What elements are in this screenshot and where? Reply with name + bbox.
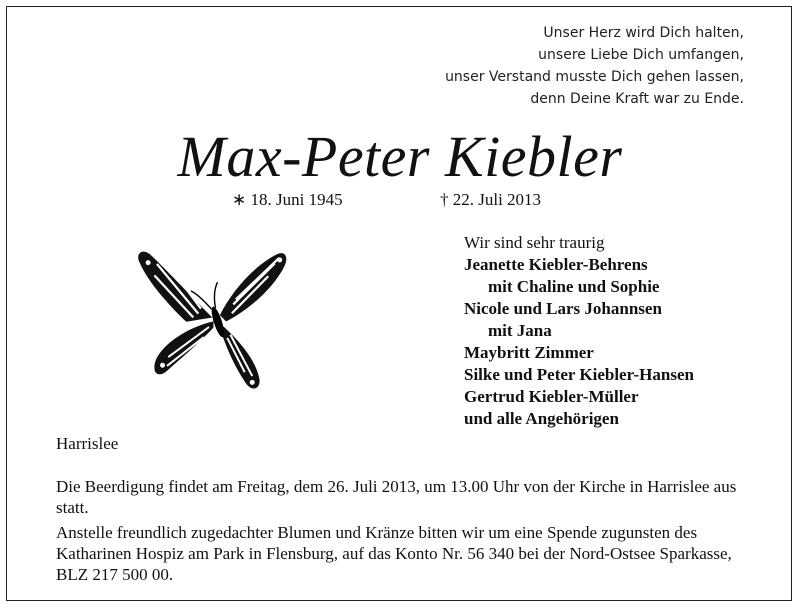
mourner-line: Jeanette Kiebler-Behrens — [464, 255, 648, 274]
deceased-name: Max-Peter Kiebler — [177, 124, 623, 189]
funeral-info: Die Beerdigung findet am Freitag, dem 26. Juli 2013, um 13.00 Uhr von der Kirche in Harrislee aus statt. — [56, 477, 737, 517]
butterfly-icon — [128, 228, 306, 404]
mourner-line: Maybritt Zimmer — [464, 343, 594, 362]
mourner-line: Silke und Peter Kiebler-Hansen — [464, 365, 694, 384]
mourner-line: Gertrud Kiebler-Müller — [464, 387, 639, 406]
birth-date: ∗ 18. Juni 1945 — [232, 190, 343, 209]
mourners-list — [464, 232, 694, 430]
mourner-line: Nicole und Lars Johannsen — [464, 299, 662, 318]
mourner-line: mit Chaline und Sophie — [488, 277, 660, 296]
notice-body — [56, 476, 756, 589]
mourner-line: und alle Angehörigen — [464, 409, 619, 428]
donation-info: Anstelle freundlich zugedachter Blumen und Kränze bitten wir um eine Spende zugunsten des Katharinen Hospiz am Park in Flensburg, auf das Konto Nr. 56 340 bei der Nord-Ostsee Sparkasse, BLZ 217 500 00. — [56, 523, 732, 584]
poem-line: unsere Liebe Dich umfangen, — [538, 47, 744, 63]
mourner-line: mit Jana — [488, 321, 552, 340]
death-date: † 22. Juli 2013 — [440, 190, 542, 209]
poem-line: denn Deine Kraft war zu Ende. — [530, 91, 744, 107]
place-name: Harrislee — [56, 434, 119, 453]
poem-line: unser Verstand musste Dich gehen lassen, — [445, 69, 744, 85]
poem-line: Unser Herz wird Dich halten, — [543, 25, 744, 41]
poem — [445, 22, 744, 110]
mourners-intro: Wir sind sehr traurig — [464, 233, 605, 252]
